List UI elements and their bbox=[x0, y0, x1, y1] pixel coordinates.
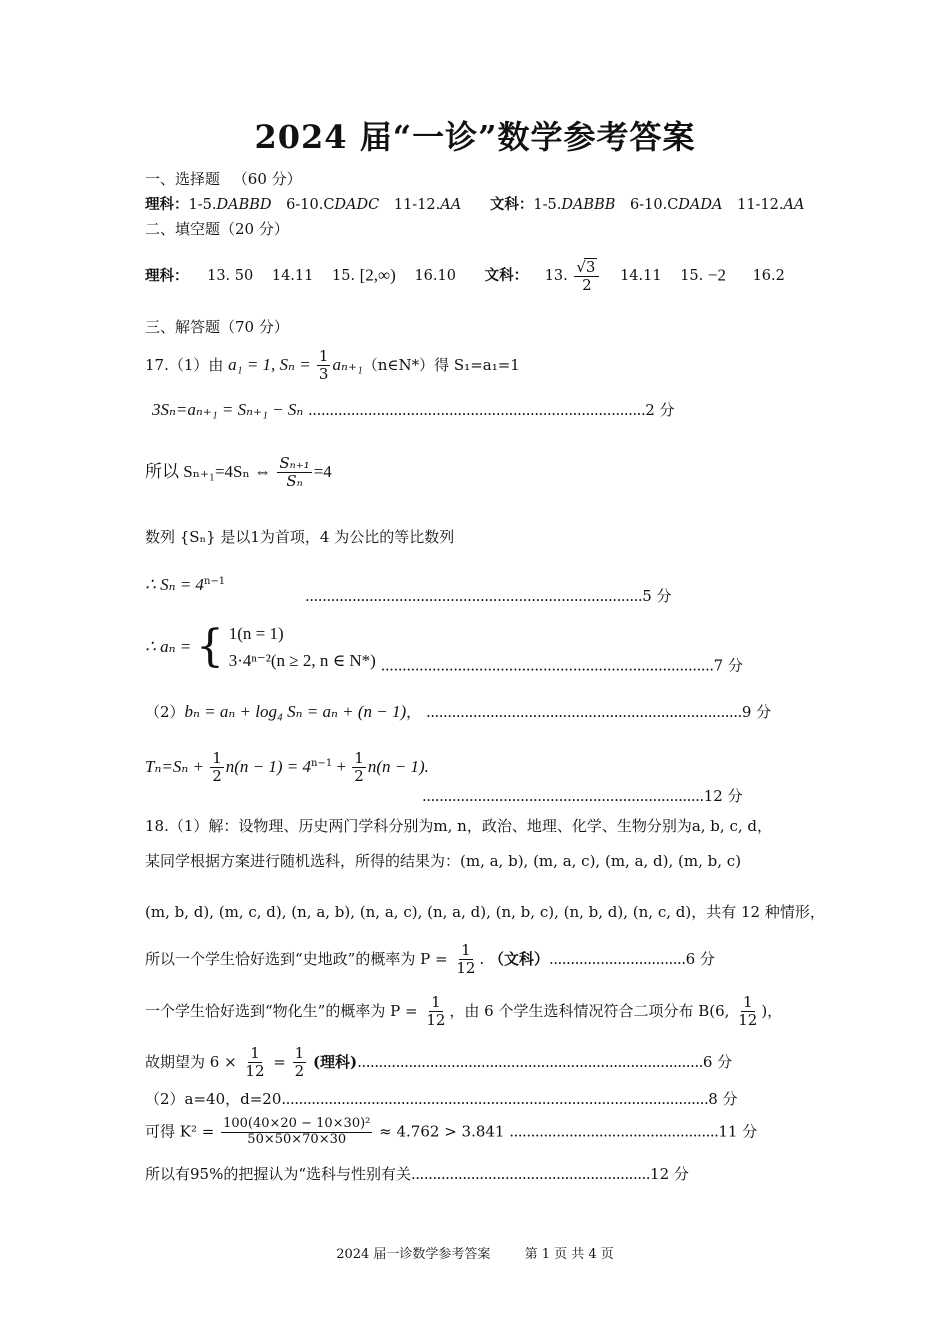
score: 9 分 bbox=[741, 703, 772, 721]
fraction-denominator: 50×50×70×30 bbox=[247, 1131, 347, 1147]
page-title: 2024 届“一诊”数学参考答案 bbox=[254, 118, 696, 156]
text: ，由 6 个学生选科情况符合二项分布 B(6, bbox=[449, 1001, 735, 1020]
exponent: n−1 bbox=[203, 576, 226, 587]
math: bₙ = aₙ + log₄ Sₙ = aₙ + (n − 1) bbox=[184, 702, 407, 721]
q17-line-2 bbox=[152, 400, 675, 420]
text: （2）a=40，d=20 bbox=[145, 1090, 282, 1108]
arts-label: 文科： bbox=[489, 196, 534, 213]
answer-item: 16.2 bbox=[752, 268, 785, 285]
text: （n∈N*）得 S₁=a₁=1 bbox=[362, 355, 520, 374]
text: 所以一个学生恰好选到“史地政”的概率为 P = bbox=[145, 949, 453, 968]
leader-dots: ............................................................................... bbox=[308, 401, 646, 419]
case-2: 3·4ⁿ⁻²(n ≥ 2, n ∈ N*) bbox=[228, 651, 376, 671]
piecewise-cases bbox=[229, 620, 376, 674]
section-fill-heading: 二、填空题（20 分） bbox=[145, 220, 289, 238]
score: 7 分 bbox=[713, 656, 743, 675]
q17-line-1 bbox=[145, 348, 520, 384]
leader-dots: ................................................. bbox=[509, 1122, 719, 1141]
answer-value: DADC bbox=[334, 197, 380, 213]
answer-item: 15. bbox=[331, 268, 356, 285]
math: n(n − 1) = 4 bbox=[225, 756, 311, 776]
math: =4 bbox=[313, 461, 332, 481]
arts-label: 文科： bbox=[484, 267, 529, 285]
math: ∴ aₙ = bbox=[145, 636, 192, 656]
text: 所以有95%的把握认为“选科与性别有关 bbox=[145, 1165, 412, 1183]
q18-line-9 bbox=[145, 1165, 689, 1183]
text: ， bbox=[406, 703, 422, 721]
answer-value: C bbox=[667, 197, 679, 213]
choice-answers-row bbox=[145, 196, 804, 214]
fraction-numerator: 1 bbox=[431, 993, 441, 1011]
answer-item: 13. bbox=[544, 268, 568, 285]
footer-doc-title: 2024 届一诊数学参考答案 bbox=[336, 1247, 491, 1262]
answer-value: −2 bbox=[707, 265, 726, 285]
q17-line-5-score bbox=[305, 587, 672, 605]
answer-range: 11-12. bbox=[393, 197, 441, 213]
fraction-denominator: 2 bbox=[294, 1062, 305, 1081]
text: . bbox=[479, 949, 485, 968]
math: 3Sₙ=aₙ₊₁ = Sₙ₊₁ − Sₙ bbox=[152, 400, 304, 419]
q17-line-7 bbox=[145, 702, 771, 722]
leader-dots: ........................................................ bbox=[411, 1165, 651, 1183]
q17-line-3 bbox=[145, 455, 332, 491]
q18-line-8 bbox=[145, 1117, 757, 1148]
math: ∴ Sₙ = 4 bbox=[145, 575, 204, 594]
answer-value: AA bbox=[440, 197, 462, 213]
score: 6 分 bbox=[702, 1052, 733, 1071]
text: 故期望为 6 × bbox=[145, 1052, 242, 1071]
score: 6 分 bbox=[685, 949, 715, 968]
fraction-denominator: 2 bbox=[582, 276, 592, 295]
score: 11 分 bbox=[718, 1122, 758, 1141]
q17-line-6 bbox=[145, 620, 743, 674]
fraction-numerator: 1 bbox=[742, 993, 753, 1011]
answer-value: DADA bbox=[678, 197, 723, 213]
answer-item: 15. bbox=[680, 268, 704, 285]
arts-tag: （文科） bbox=[488, 949, 549, 968]
text: 17.（1）由 bbox=[145, 355, 229, 374]
fraction-numerator: 1 bbox=[250, 1044, 260, 1062]
answer-value: [2,∞) bbox=[359, 265, 396, 285]
fraction-denominator: 2 bbox=[212, 767, 222, 786]
fraction-numerator: 1 bbox=[461, 941, 471, 959]
q18-line-5 bbox=[145, 994, 782, 1030]
q17-line-8 bbox=[145, 750, 429, 786]
score: 5 分 bbox=[642, 587, 672, 605]
score: 12 分 bbox=[650, 1165, 689, 1183]
page-footer bbox=[0, 1247, 950, 1263]
text: )， bbox=[761, 1001, 783, 1020]
fraction-denominator: 12 bbox=[426, 1011, 446, 1030]
answer-value: DABBD bbox=[216, 197, 272, 213]
section-choice-heading bbox=[145, 170, 302, 188]
q18-line-4 bbox=[145, 942, 715, 978]
answer-range: 6-10. bbox=[286, 197, 324, 213]
q18-line-7 bbox=[145, 1090, 738, 1108]
fraction-numerator: 100(40×20 − 10×30)² bbox=[223, 1116, 371, 1131]
math: Tₙ=Sₙ + bbox=[145, 756, 209, 776]
score: 2 分 bbox=[645, 401, 675, 419]
fraction-denominator: 12 bbox=[245, 1062, 265, 1081]
brace: { bbox=[195, 621, 224, 673]
score: 12 分 bbox=[703, 787, 743, 805]
fraction-numerator: 3 bbox=[585, 258, 596, 276]
answer-item: 14.11 bbox=[620, 268, 662, 285]
math: 所以 Sₙ₊₁=4Sₙ ⇔ bbox=[145, 461, 276, 481]
leader-dots: ................................................................................. bbox=[357, 1052, 703, 1071]
q18-line-2: 某同学根据方案进行随机选科，所得的结果为：(m, a, b), (m, a, c), (m, a, d), (m, b, c) bbox=[145, 852, 742, 870]
exponent: n−1 bbox=[311, 757, 333, 769]
fraction-numerator: Sₙ₊₁ bbox=[279, 454, 310, 472]
fraction-denominator: 2 bbox=[354, 767, 364, 786]
fraction-denominator: 3 bbox=[318, 365, 329, 384]
answer-range: 1-5. bbox=[533, 197, 562, 213]
answer-value: DABBB bbox=[561, 197, 616, 213]
fraction-denominator: 12 bbox=[738, 1011, 758, 1030]
science-label: 理科： bbox=[145, 196, 189, 213]
leader-dots: .................................................................. bbox=[422, 787, 704, 805]
fraction-numerator: 1 bbox=[354, 749, 364, 767]
leader-dots: .............................................................................. bbox=[380, 656, 714, 675]
math: a₁ = 1, Sₙ = bbox=[228, 354, 315, 374]
score: 8 分 bbox=[708, 1090, 738, 1108]
text: ≈ 4.762 > 3.841 bbox=[374, 1122, 505, 1141]
q17-line-4: 数列 {Sₙ} 是以1为首项，4 为公比的等比数列 bbox=[145, 528, 455, 546]
leader-dots: ................................ bbox=[548, 949, 686, 968]
fraction-numerator: 1 bbox=[212, 749, 222, 767]
leader-dots: .......................................................................... bbox=[425, 703, 742, 721]
fraction-sqrt3-over-2: $\frac{√3}{2}$ bbox=[574, 258, 599, 295]
q17-line-5 bbox=[145, 575, 225, 595]
math: + bbox=[332, 756, 351, 776]
fraction-numerator: 1 bbox=[318, 347, 329, 365]
text: 可得 K² = bbox=[145, 1122, 220, 1141]
math: aₙ₊₁ bbox=[332, 354, 363, 374]
q18-line-3: (m, b, d), (m, c, d), (n, a, b), (n, a, c), (n, a, d), (n, b, c), (n, b, d), (n, c, d)，共有 12 种情形， bbox=[145, 903, 825, 921]
answer-range: 6-10. bbox=[630, 197, 668, 213]
answer-item: 13. 50 bbox=[207, 268, 254, 285]
science-tag: (理科) bbox=[312, 1052, 358, 1071]
q18-line-6 bbox=[145, 1045, 732, 1081]
text: （2） bbox=[145, 703, 185, 721]
math: n(n − 1). bbox=[367, 756, 429, 776]
answer-value: C bbox=[323, 197, 335, 213]
answer-value: AA bbox=[783, 197, 805, 213]
text: 一个学生恰好选到“物化生”的概率为 P = bbox=[145, 1001, 423, 1020]
section-solution-heading: 三、解答题（70 分） bbox=[145, 318, 289, 336]
fill-answers-row bbox=[145, 258, 785, 295]
answer-item: 16.10 bbox=[414, 268, 456, 285]
fraction-denominator: Sₙ bbox=[286, 472, 303, 491]
fraction-denominator: 12 bbox=[456, 959, 476, 978]
answer-item: 14.11 bbox=[271, 268, 314, 285]
q17-line-8-score bbox=[422, 787, 743, 805]
fraction-numerator: 1 bbox=[294, 1044, 305, 1062]
answer-range: 1-5. bbox=[188, 197, 217, 213]
leader-dots: ............................................................................... bbox=[305, 587, 643, 605]
leader-dots: .................................................................................................... bbox=[281, 1090, 709, 1108]
q18-line-1: 18.（1）解：设物理、历史两门学科分别为m, n，政治、地理、化学、生物分别为a, b, c, d， bbox=[145, 817, 772, 835]
science-label: 理科： bbox=[145, 267, 189, 285]
answer-range: 11-12. bbox=[737, 197, 784, 213]
footer-page-number: 第 1 页 共 4 页 bbox=[524, 1247, 614, 1262]
section-label: 一、选择题 bbox=[145, 170, 221, 188]
case-1: 1(n = 1) bbox=[228, 624, 284, 643]
text: = bbox=[268, 1052, 291, 1071]
section-score: （60 分） bbox=[232, 170, 302, 188]
